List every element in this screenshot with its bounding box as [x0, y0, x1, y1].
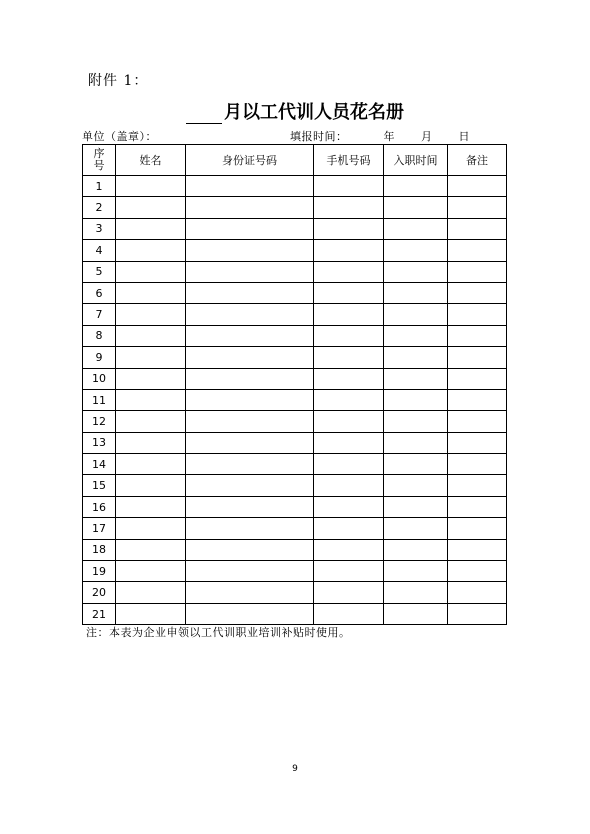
row-seq-cell: 10: [83, 368, 116, 389]
table-row: [83, 389, 507, 410]
id-number-cell[interactable]: [186, 347, 314, 368]
id-number-cell[interactable]: [186, 475, 314, 496]
header-id-number: 身份证号码: [186, 145, 314, 176]
hire-date-cell[interactable]: [384, 368, 448, 389]
name-cell[interactable]: [116, 261, 186, 282]
hire-date-cell[interactable]: [384, 347, 448, 368]
table-row: [83, 282, 507, 303]
remarks-cell[interactable]: [448, 389, 507, 410]
table-row: [83, 304, 507, 325]
phone-cell[interactable]: [314, 304, 384, 325]
row-seq-cell: 7: [83, 304, 116, 325]
phone-cell[interactable]: [314, 518, 384, 539]
hire-date-cell[interactable]: [384, 261, 448, 282]
id-number-cell[interactable]: [186, 325, 314, 346]
fill-date-month: 月: [421, 130, 433, 143]
hire-date-cell[interactable]: [384, 454, 448, 475]
row-seq-cell: 4: [83, 240, 116, 261]
row-seq-cell: 3: [83, 218, 116, 239]
id-number-cell[interactable]: [186, 176, 314, 197]
phone-cell[interactable]: [314, 496, 384, 517]
remarks-cell[interactable]: [448, 603, 507, 624]
fill-date-day: 日: [458, 130, 470, 143]
id-number-cell[interactable]: [186, 304, 314, 325]
phone-cell[interactable]: [314, 197, 384, 218]
name-cell[interactable]: [116, 603, 186, 624]
table-row: [83, 197, 507, 218]
remarks-cell[interactable]: [448, 475, 507, 496]
id-number-cell[interactable]: [186, 282, 314, 303]
remarks-cell[interactable]: [448, 261, 507, 282]
hire-date-cell[interactable]: [384, 561, 448, 582]
row-seq-cell: 13: [83, 432, 116, 453]
table-row: [83, 603, 507, 624]
id-number-cell[interactable]: [186, 539, 314, 560]
name-cell[interactable]: [116, 368, 186, 389]
hire-date-cell[interactable]: [384, 304, 448, 325]
row-seq-cell: 5: [83, 261, 116, 282]
id-number-cell[interactable]: [186, 411, 314, 432]
hire-date-cell[interactable]: [384, 496, 448, 517]
row-seq-cell: 6: [83, 282, 116, 303]
name-cell[interactable]: [116, 582, 186, 603]
id-number-cell[interactable]: [186, 218, 314, 239]
phone-cell[interactable]: [314, 539, 384, 560]
table-row: [83, 582, 507, 603]
table-row: [83, 176, 507, 197]
table-row: [83, 218, 507, 239]
hire-date-cell[interactable]: [384, 218, 448, 239]
table-row: [83, 411, 507, 432]
name-cell[interactable]: [116, 282, 186, 303]
table-row: [83, 368, 507, 389]
roster-body: [83, 176, 507, 625]
table-row: [83, 454, 507, 475]
name-cell[interactable]: [116, 454, 186, 475]
row-seq-cell: 16: [83, 496, 116, 517]
row-seq-cell: 20: [83, 582, 116, 603]
row-seq-cell: 2: [83, 197, 116, 218]
remarks-cell[interactable]: [448, 496, 507, 517]
id-number-cell[interactable]: [186, 240, 314, 261]
phone-cell[interactable]: [314, 176, 384, 197]
name-cell[interactable]: [116, 539, 186, 560]
table-row: [83, 261, 507, 282]
table-row: [83, 539, 507, 560]
hire-date-cell[interactable]: [384, 582, 448, 603]
remarks-cell[interactable]: [448, 304, 507, 325]
title-month-blank: [186, 105, 222, 124]
id-number-cell[interactable]: [186, 561, 314, 582]
remarks-cell[interactable]: [448, 347, 507, 368]
row-seq-cell: 17: [83, 518, 116, 539]
name-cell[interactable]: [116, 389, 186, 410]
id-number-cell[interactable]: [186, 368, 314, 389]
phone-cell[interactable]: [314, 411, 384, 432]
phone-cell[interactable]: [314, 389, 384, 410]
title-text: 月以工代训人员花名册: [224, 102, 404, 123]
table-row: [83, 518, 507, 539]
footnote: 注：本表为企业申领以工代训职业培训补贴时使用。: [86, 626, 351, 639]
row-seq-cell: 1: [83, 176, 116, 197]
row-seq-cell: 14: [83, 454, 116, 475]
header-hire-date: 入职时间: [384, 145, 448, 176]
table-row: [83, 432, 507, 453]
page-title: [186, 98, 404, 124]
header-phone: 手机号码: [314, 145, 384, 176]
name-cell[interactable]: [116, 197, 186, 218]
row-seq-cell: 15: [83, 475, 116, 496]
table-row: [83, 240, 507, 261]
table-row: [83, 347, 507, 368]
hire-date-cell[interactable]: [384, 240, 448, 261]
hire-date-cell[interactable]: [384, 389, 448, 410]
fill-date-label: 填报时间：: [290, 130, 348, 143]
name-cell[interactable]: [116, 347, 186, 368]
name-cell[interactable]: [116, 475, 186, 496]
table-row: [83, 496, 507, 517]
table-row: [83, 561, 507, 582]
hire-date-cell[interactable]: [384, 539, 448, 560]
table-header-row: [83, 145, 507, 176]
remarks-cell[interactable]: [448, 197, 507, 218]
row-seq-cell: 18: [83, 539, 116, 560]
hire-date-cell[interactable]: [384, 411, 448, 432]
row-seq-cell: 21: [83, 603, 116, 624]
name-cell[interactable]: [116, 561, 186, 582]
remarks-cell[interactable]: [448, 411, 507, 432]
header-name: 姓名: [116, 145, 186, 176]
row-seq-cell: 8: [83, 325, 116, 346]
phone-cell[interactable]: [314, 454, 384, 475]
remarks-cell[interactable]: [448, 432, 507, 453]
roster-table: [82, 144, 507, 625]
phone-cell[interactable]: [314, 603, 384, 624]
remarks-cell[interactable]: [448, 539, 507, 560]
name-cell[interactable]: [116, 218, 186, 239]
hire-date-cell[interactable]: [384, 603, 448, 624]
hire-date-cell[interactable]: [384, 282, 448, 303]
attachment-label: 附件 1：: [88, 73, 149, 89]
table-row: [83, 475, 507, 496]
page-number: 9: [292, 764, 298, 774]
remarks-cell[interactable]: [448, 561, 507, 582]
hire-date-cell[interactable]: [384, 176, 448, 197]
phone-cell[interactable]: [314, 368, 384, 389]
id-number-cell[interactable]: [186, 261, 314, 282]
header-remarks: 备注: [448, 145, 507, 176]
hire-date-cell[interactable]: [384, 197, 448, 218]
phone-cell[interactable]: [314, 582, 384, 603]
remarks-cell[interactable]: [448, 176, 507, 197]
remarks-cell[interactable]: [448, 218, 507, 239]
name-cell[interactable]: [116, 240, 186, 261]
remarks-cell[interactable]: [448, 518, 507, 539]
fill-date: [290, 128, 470, 144]
id-number-cell[interactable]: [186, 603, 314, 624]
phone-cell[interactable]: [314, 432, 384, 453]
name-cell[interactable]: [116, 304, 186, 325]
hire-date-cell[interactable]: [384, 475, 448, 496]
remarks-cell[interactable]: [448, 582, 507, 603]
id-number-cell[interactable]: [186, 582, 314, 603]
name-cell[interactable]: [116, 496, 186, 517]
phone-cell[interactable]: [314, 218, 384, 239]
phone-cell[interactable]: [314, 240, 384, 261]
id-number-cell[interactable]: [186, 389, 314, 410]
id-number-cell[interactable]: [186, 518, 314, 539]
phone-cell[interactable]: [314, 325, 384, 346]
unit-label: 单位（盖章）：: [82, 130, 157, 143]
id-number-cell[interactable]: [186, 454, 314, 475]
id-number-cell[interactable]: [186, 197, 314, 218]
row-seq-cell: 11: [83, 389, 116, 410]
phone-cell[interactable]: [314, 561, 384, 582]
header-seq: 序 号: [83, 145, 116, 176]
row-seq-cell: 12: [83, 411, 116, 432]
name-cell[interactable]: [116, 411, 186, 432]
phone-cell[interactable]: [314, 282, 384, 303]
hire-date-cell[interactable]: [384, 432, 448, 453]
fill-date-year: 年: [383, 130, 395, 143]
remarks-cell[interactable]: [448, 282, 507, 303]
phone-cell[interactable]: [314, 475, 384, 496]
phone-cell[interactable]: [314, 261, 384, 282]
table-row: [83, 325, 507, 346]
name-cell[interactable]: [116, 518, 186, 539]
remarks-cell[interactable]: [448, 240, 507, 261]
hire-date-cell[interactable]: [384, 518, 448, 539]
phone-cell[interactable]: [314, 347, 384, 368]
name-cell[interactable]: [116, 176, 186, 197]
remarks-cell[interactable]: [448, 368, 507, 389]
id-number-cell[interactable]: [186, 496, 314, 517]
remarks-cell[interactable]: [448, 325, 507, 346]
remarks-cell[interactable]: [448, 454, 507, 475]
name-cell[interactable]: [116, 432, 186, 453]
hire-date-cell[interactable]: [384, 325, 448, 346]
row-seq-cell: 19: [83, 561, 116, 582]
name-cell[interactable]: [116, 325, 186, 346]
id-number-cell[interactable]: [186, 432, 314, 453]
row-seq-cell: 9: [83, 347, 116, 368]
